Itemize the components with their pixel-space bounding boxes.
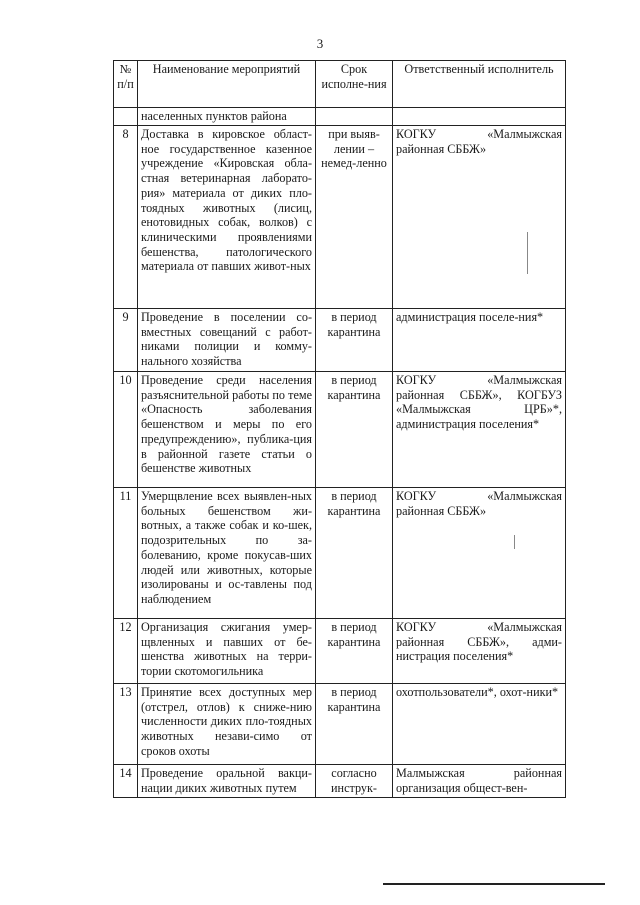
header-term: Срок исполне-ния <box>316 61 393 108</box>
row-activity: Проведение в поселении со-вместных совещаний с работ-никами полиции и комму-нального хозяйства <box>138 309 316 372</box>
table-row-continuation <box>114 108 566 126</box>
row-number: 12 <box>114 619 138 684</box>
table-header-row <box>114 61 566 108</box>
row-responsible: КОГКУ «Малмыжская районная СББЖ» <box>393 488 566 619</box>
table-row <box>114 309 566 372</box>
row-activity: Проведение среди населения разъяснительной работы по теме «Опасность заболевания бешенством и меры по его предупреждению», публика-ция в районной газете статьи о бешенстве животных <box>138 372 316 488</box>
row-number: 13 <box>114 684 138 765</box>
row-responsible: КОГКУ «Малмыжская районная СББЖ» <box>393 126 566 309</box>
row-activity: Доставка в кировское област-ное государственное казенное учреждение «Кировская обла-стная ветеринарная лаборато-рия» материала от диких пло-тоядных животных (лисиц, енотовидных собак, волков) с клиническими проявлениями бешенства, патологического материала от павших живот-ных <box>138 126 316 309</box>
activities-table <box>113 60 566 798</box>
row-term: при выяв-лении – немед-ленно <box>316 126 393 309</box>
page-number: 3 <box>316 36 324 51</box>
header-responsible: Ответственный исполнитель <box>393 61 566 108</box>
row-responsible: Малмыжская районная организация общест-вен- <box>393 765 566 798</box>
row-term: в период карантина <box>316 619 393 684</box>
scan-mark <box>527 232 528 274</box>
row-responsible: охотпользователи*, охот-ники* <box>393 684 566 765</box>
row-number: 9 <box>114 309 138 372</box>
table-row <box>114 126 566 309</box>
row-number: 10 <box>114 372 138 488</box>
scan-mark <box>514 535 515 549</box>
row-responsible: КОГКУ «Малмыжская районная СББЖ», КОГБУЗ «Малмыжская ЦРБ»*, администрация поселения* <box>393 372 566 488</box>
row-activity: Проведение оральной вакци-нации диких животных путем <box>138 765 316 798</box>
table-row <box>114 372 566 488</box>
row-responsible: администрация поселе-ния* <box>393 309 566 372</box>
table-row <box>114 619 566 684</box>
row-number: 11 <box>114 488 138 619</box>
header-num: № п/п <box>114 61 138 108</box>
row-term: в период карантина <box>316 309 393 372</box>
row-term: согласно инструк- <box>316 765 393 798</box>
row-number: 8 <box>114 126 138 309</box>
row-term: в период карантина <box>316 684 393 765</box>
table-row <box>114 765 566 798</box>
row-activity: Организация сжигания умер-щвленных и павших от бе-шенства животных на терри-тории скотомогильника <box>138 619 316 684</box>
row-responsible: КОГКУ «Малмыжская районная СББЖ», адми-нистрация поселения* <box>393 619 566 684</box>
continuation-text: населенных пунктов района <box>138 108 316 126</box>
row-term: в период карантина <box>316 488 393 619</box>
table-row <box>114 684 566 765</box>
row-term: в период карантина <box>316 372 393 488</box>
row-activity: Умерщвление всех выявлен-ных больных бешенством жи-вотных, а также собак и ко-шек, подозрительных по за-болеванию, кроме покусав-ших людей или животных, которые изолированы и ос-тавлены под наблюдением <box>138 488 316 619</box>
row-activity: Принятие всех доступных мер (отстрел, отлов) к сниже-нию численности диких пло-тоядных животных незави-симо от сроков охоты <box>138 684 316 765</box>
table-row <box>114 488 566 619</box>
header-name: Наименование мероприятий <box>138 61 316 108</box>
row-number: 14 <box>114 765 138 798</box>
footer-line <box>383 883 605 885</box>
